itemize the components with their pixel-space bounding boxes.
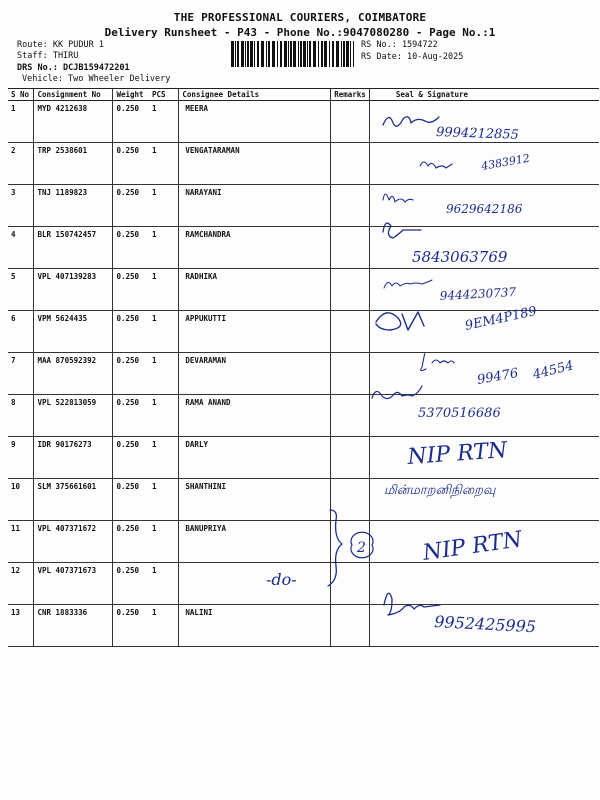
barcode-bar xyxy=(250,41,253,67)
barcode-bar xyxy=(241,41,244,67)
cell-weight: 0.250 xyxy=(113,521,149,563)
drs-number: DRS No.: DCJB159472201 xyxy=(17,63,130,73)
table-row xyxy=(8,437,599,479)
cell-sno: 7 xyxy=(8,353,34,395)
barcode-bar xyxy=(288,41,289,67)
barcode-bar xyxy=(336,41,339,67)
cell-pcs: 1 xyxy=(149,563,179,605)
barcode-bar xyxy=(341,41,342,67)
cell-signature xyxy=(369,311,599,353)
cell-consignee: NALINI xyxy=(179,605,331,647)
phone-2: 4383912 xyxy=(480,151,531,173)
barcode-bar xyxy=(247,41,249,67)
col-sno: S No xyxy=(8,89,34,101)
rs-number: RS No.: 1594722 xyxy=(361,40,438,50)
company-title: THE PROFESSIONAL COURIERS, COIMBATORE xyxy=(173,11,427,24)
cell-consignee: RAMA ANAND xyxy=(179,395,331,437)
cell-sno: 3 xyxy=(8,185,34,227)
cell-sno: 10 xyxy=(8,479,34,521)
cell-signature xyxy=(369,185,599,227)
rs-date: RS Date: 10-Aug-2025 xyxy=(361,52,464,62)
cell-signature xyxy=(369,395,599,437)
route-label: Route: KK PUDUR 1 xyxy=(17,40,104,50)
cell-consignee: SHANTHINI xyxy=(179,479,331,521)
cell-pcs: 1 xyxy=(149,353,179,395)
barcode xyxy=(231,41,354,67)
cell-signature xyxy=(369,101,599,143)
cell-consignment-no: VPL 522813059 xyxy=(34,395,113,437)
cell-sno: 6 xyxy=(8,311,34,353)
cell-remarks xyxy=(331,353,370,395)
phone-6: 9EM4P189 xyxy=(463,304,539,334)
phone-5: 9444230737 xyxy=(439,285,517,303)
cell-consignment-no: VPL 407371673 xyxy=(34,563,113,605)
cell-remarks xyxy=(331,563,370,605)
table-row xyxy=(8,143,599,185)
runsheet-subtitle: Delivery Runsheet - P43 - Phone No.:9047080280 - Page No.:1 xyxy=(104,26,496,39)
cell-weight: 0.250 xyxy=(113,269,149,311)
table-row xyxy=(8,101,599,143)
barcode-bar xyxy=(318,41,319,67)
col-pcs: PCS xyxy=(149,89,179,101)
barcode-bar xyxy=(284,41,287,67)
cell-remarks xyxy=(331,101,370,143)
barcode-bar xyxy=(257,41,259,67)
col-consignee: Consignee Details xyxy=(179,89,331,101)
cell-sno: 1 xyxy=(8,101,34,143)
cell-remarks xyxy=(331,185,370,227)
cell-consignment-no: MAA 870592392 xyxy=(34,353,113,395)
phone-1: 9994212855 xyxy=(435,125,520,143)
table-row xyxy=(8,227,599,269)
cell-signature xyxy=(369,521,599,563)
barcode-bar xyxy=(245,41,246,67)
cell-pcs: 1 xyxy=(149,101,179,143)
vehicle-label: Vehicle: Two Wheeler Delivery xyxy=(22,74,171,84)
cell-sno: 13 xyxy=(8,605,34,647)
cell-consignment-no: IDR 90176273 xyxy=(34,437,113,479)
col-remarks: Remarks xyxy=(331,89,370,101)
cell-consignee: RADHIKA xyxy=(179,269,331,311)
barcode-bar xyxy=(321,41,323,67)
cell-remarks xyxy=(331,479,370,521)
cell-consignee: BANUPRIYA xyxy=(179,521,331,563)
cell-sno: 11 xyxy=(8,521,34,563)
cell-remarks xyxy=(331,437,370,479)
col-weight: Weight xyxy=(113,89,149,101)
cell-weight: 0.250 xyxy=(113,605,149,647)
cell-remarks xyxy=(331,143,370,185)
cell-pcs: 1 xyxy=(149,311,179,353)
barcode-bar xyxy=(268,41,270,67)
table-row xyxy=(8,479,599,521)
cell-weight: 0.250 xyxy=(113,479,149,521)
cell-consignee: DEVARAMAN xyxy=(179,353,331,395)
barcode-bar xyxy=(307,41,308,67)
cell-pcs: 1 xyxy=(149,605,179,647)
phone-4: 5843063769 xyxy=(412,248,508,266)
barcode-bar xyxy=(293,41,296,67)
cell-consignment-no: TRP 2538601 xyxy=(34,143,113,185)
cell-pcs: 1 xyxy=(149,227,179,269)
table-row xyxy=(8,269,599,311)
cell-signature xyxy=(369,479,599,521)
cell-sno: 5 xyxy=(8,269,34,311)
cell-signature xyxy=(369,353,599,395)
cell-weight: 0.250 xyxy=(113,563,149,605)
phone-8: 5370516686 xyxy=(418,406,501,421)
cell-consignment-no: VPL 407371672 xyxy=(34,521,113,563)
cell-consignment-no: CNR 1883336 xyxy=(34,605,113,647)
note-11: NIP RTN xyxy=(421,527,524,566)
cell-consignment-no: SLM 375661601 xyxy=(34,479,113,521)
cell-sno: 9 xyxy=(8,437,34,479)
barcode-bar xyxy=(261,41,264,67)
phone-3: 9629642186 xyxy=(446,202,523,216)
barcode-bar xyxy=(303,41,306,67)
cell-remarks xyxy=(331,227,370,269)
cell-pcs: 1 xyxy=(149,521,179,563)
cell-consignment-no: VPL 407139283 xyxy=(34,269,113,311)
cell-weight: 0.250 xyxy=(113,185,149,227)
cell-pcs: 1 xyxy=(149,185,179,227)
col-consignment: Consignment No xyxy=(34,89,113,101)
ditto-12: -do- xyxy=(266,570,297,589)
barcode-bar xyxy=(353,41,354,67)
barcode-bar xyxy=(266,41,267,67)
note-9: NIP RTN xyxy=(406,438,509,470)
cell-weight: 0.250 xyxy=(113,227,149,269)
cell-pcs: 1 xyxy=(149,395,179,437)
cell-pcs: 1 xyxy=(149,143,179,185)
barcode-bar xyxy=(343,41,345,67)
barcode-bar xyxy=(346,41,349,67)
table-row xyxy=(8,521,599,563)
barcode-bar xyxy=(277,41,278,67)
cell-pcs: 1 xyxy=(149,479,179,521)
cell-sno: 4 xyxy=(8,227,34,269)
barcode-bar xyxy=(254,41,255,67)
barcode-bar xyxy=(324,41,327,67)
cell-consignment-no: MYD 4212638 xyxy=(34,101,113,143)
cell-weight: 0.250 xyxy=(113,311,149,353)
cell-sno: 12 xyxy=(8,563,34,605)
cell-remarks xyxy=(331,521,370,563)
cell-consignee: RAMCHANDRA xyxy=(179,227,331,269)
barcode-bar xyxy=(290,41,292,67)
table-row xyxy=(8,353,599,395)
table-row xyxy=(8,563,599,605)
table-row xyxy=(8,311,599,353)
barcode-bar xyxy=(280,41,282,67)
cell-consignment-no: VPM 5624435 xyxy=(34,311,113,353)
cell-weight: 0.250 xyxy=(113,143,149,185)
cell-consignment-no: BLR 150742457 xyxy=(34,227,113,269)
cell-sno: 8 xyxy=(8,395,34,437)
cell-signature xyxy=(369,563,599,605)
runsheet-table xyxy=(8,88,599,647)
barcode-bar xyxy=(298,41,299,67)
cell-sno: 2 xyxy=(8,143,34,185)
barcode-bar xyxy=(332,41,334,67)
barcode-bar xyxy=(350,41,351,67)
barcode-bar xyxy=(237,41,239,67)
cell-consignee: MEERA xyxy=(179,101,331,143)
cell-signature xyxy=(369,605,599,647)
cell-consignee: VENGATARAMAN xyxy=(179,143,331,185)
barcode-bar xyxy=(272,41,275,67)
phone-7: 99476 xyxy=(476,365,520,388)
cell-weight: 0.250 xyxy=(113,101,149,143)
cell-consignment-no: TNJ 1189823 xyxy=(34,185,113,227)
cell-pcs: 1 xyxy=(149,437,179,479)
barcode-bar xyxy=(235,41,236,67)
cell-consignee xyxy=(179,563,331,605)
barcode-bar xyxy=(231,41,234,67)
table-row xyxy=(8,605,599,647)
circle-2-number: 2 xyxy=(357,540,366,556)
cell-weight: 0.250 xyxy=(113,353,149,395)
barcode-bar xyxy=(300,41,302,67)
cell-consignee: DARLY xyxy=(179,437,331,479)
cell-consignee: APPUKUTTI xyxy=(179,311,331,353)
phone-13: 9952425995 xyxy=(433,612,537,637)
cell-signature xyxy=(369,269,599,311)
note-10: மின்மாறனிநிறைவு xyxy=(384,483,496,498)
barcode-bar xyxy=(329,41,330,67)
table-header-row xyxy=(8,89,599,101)
table-row xyxy=(8,185,599,227)
barcode-bar xyxy=(313,41,316,67)
cell-remarks xyxy=(331,605,370,647)
cell-signature xyxy=(369,227,599,269)
cell-consignee: NARAYANI xyxy=(179,185,331,227)
barcode-bar xyxy=(309,41,311,67)
cell-signature xyxy=(369,437,599,479)
staff-label: Staff: THIRU xyxy=(17,51,79,61)
cell-weight: 0.250 xyxy=(113,395,149,437)
cell-remarks xyxy=(331,395,370,437)
table-row xyxy=(8,395,599,437)
cell-signature xyxy=(369,143,599,185)
col-signature: Seal & Signature xyxy=(369,89,599,101)
cell-pcs: 1 xyxy=(149,269,179,311)
cell-weight: 0.250 xyxy=(113,437,149,479)
phone-7b: 44554 xyxy=(531,358,576,383)
cell-remarks xyxy=(331,269,370,311)
cell-remarks xyxy=(331,311,370,353)
